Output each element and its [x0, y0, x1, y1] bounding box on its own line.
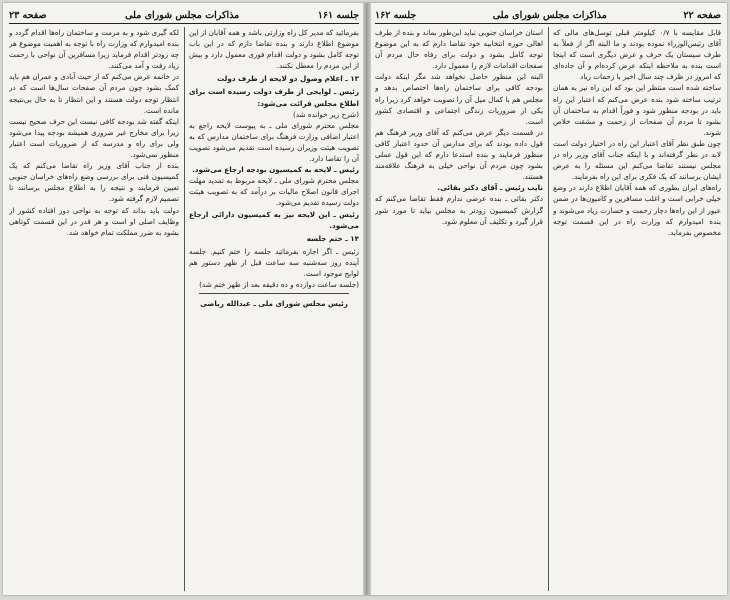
paragraph: (شرح زیر خوانده شد)	[292, 109, 359, 119]
right-page	[369, 3, 727, 595]
left-page-columns	[9, 27, 359, 591]
signature-line: رئیس مجلس شورای ملی ـ عبدالله ریاضی	[200, 299, 348, 309]
publication-title: مذاکرات مجلس شورای ملی	[125, 9, 240, 21]
right-page-columns	[375, 27, 721, 591]
speaker-line: رئیس ـ لوایحی از طرف دولت رسیده است برای اطلاع مجلس قرائت می‌شود:	[189, 87, 359, 108]
publication-title: مذاکرات مجلس شورای ملی	[492, 9, 607, 21]
section-heading: ۱۴ ـ ختم جلسه	[306, 233, 359, 243]
paragraph: لکه گیری شود و به مرمت و ساختمان راه‌ها اقدام گردد و بنده امیدوارم که وزارت راه با توجه به اهمیت موضوع هر چه زودتر اقدام فرماید زیرا مسافرین آن نواحی با زحمت زیاد رفت و آمد می‌کنند.	[9, 28, 179, 71]
paragraph: مجلس محترم شورای ملی ـ لایحه مربوط به تمدید مهلت اجرای قانون اصلاح مالیات بر درآمد که به تصویب هیئت دولت رسیده تقدیم می‌شود.	[189, 176, 359, 208]
paragraph: اینکه گفته شد بودجه کافی نیست این حرف صحیح نیست زیرا برای مخارج غیر ضروری همیشه بودجه پیدا می‌شود ولی برای راه و مدرسه که از ضروریات است اعتبار منظور نمی‌شود.	[9, 116, 179, 160]
page-number: صفحه ۲۳	[9, 9, 47, 21]
left-page-column-2	[9, 27, 179, 591]
left-page	[3, 3, 365, 595]
left-page-header	[9, 7, 359, 24]
paragraph: دکتر بقائی ـ بنده عرضی ندارم فقط تقاضا می‌کنم که گزارش کمیسیون زودتر به مجلس بیاید تا مورد شور قرار گیرد و تکلیف آن معلوم شود.	[375, 194, 543, 226]
paragraph: البته این منظور حاصل نخواهد شد مگر اینکه دولت بودجه کافی برای ساختمان راه‌ها اختصاص بدهد و مجلس هم با کمال میل آن را تصویب خواهد کرد زیرا راه یکی از ضروریات زندگی اجتماعی و اقتصادی کشور است.	[375, 72, 543, 126]
right-page-column-2	[375, 27, 543, 591]
speaker-line: نایب رئیس ـ آقای دکتر بقائی.	[437, 183, 543, 193]
paragraph: دولت باید بداند که توجه به نواحی دور افتاده کشور از وظایف اصلی او است و هر قدر در این قسمت کوتاهی بشود به ضرر مملکت تمام خواهد شد.	[9, 205, 179, 237]
paragraph: مجلس محترم شورای ملی ـ به پیوست لایحه راجع به اعتبار اضافی وزارت فرهنگ برای ساختمان مدارس که به تصویب هیئت وزیران رسیده است تقدیم می‌شود تصویب آن را تقاضا دارد.	[189, 120, 359, 164]
paragraph: (جلسه ساعت دوازده و ده دقیقه بعد از ظهر ختم شد)	[199, 280, 359, 290]
paragraph: ساخته شده است منتظر این بود که این راه نیز به همان ترتیب ساخته شود بنده عرض می‌کنم که اعتبار این راه باید در بودجه منظور شود و فوراً اقدام به ساختمان آن بشود تا مردم آن صفحات از زحمت و مشقت خلاص شوند.	[553, 83, 721, 137]
paragraph: راه‌های ایران بطوری که همه آقایان اطلاع دارند در وضع خیلی خرابی است و اغلب مسافرین و کامیون‌ها در ضمن عبور از این راه‌ها دچار زحمت و خسارت زیاد می‌شوند و بنده امیدوارم که وزارت راه در این قسمت توجه مخصوص بفرماید.	[553, 183, 721, 237]
right-page-column-1	[553, 27, 721, 591]
column-divider	[548, 27, 549, 591]
signature-separator	[199, 293, 349, 294]
paragraph: رئیس ـ اگر اجازه بفرمائید جلسه را ختم کنیم. جلسه آینده روز سه‌شنبه سه ساعت قبل از ظهر دستور هم لوایح موجود است.	[189, 246, 359, 278]
newspaper-spread	[3, 3, 727, 595]
column-divider	[184, 27, 185, 591]
paragraph: در خاتمه عرض می‌کنم که از حیث آبادی و عمران هم باید کمک بشود چون مردم آن صفحات سال‌ها است که در انتظار توجه دولت هستند و این انتظار تا به حال بی‌نتیجه مانده است.	[9, 72, 179, 115]
session-number: جلسه ۱۶۱	[317, 9, 359, 21]
page-number: صفحه ۲۲	[683, 9, 721, 21]
paragraph: بفرمائید که مدیر کل راه وزارتی باشد و همه آقایان از این موضوع اطلاع دارند و بنده تقاضا دارم که در این باب توجه کامل بشود و دولت اقدام فوری معمول دارد و بیش از این مردم را معطل نکنند.	[189, 28, 359, 71]
session-number: جلسه ۱۶۲	[375, 9, 417, 21]
paragraph: بنده از جناب آقای وزیر راه تقاضا می‌کنم که یک کمیسیون فنی برای بررسی وضع راه‌های خراسان جنوبی تعیین فرمایند و نتیجه را به اطلاع مجلس برسانند تا تصمیم لازم گرفته شود.	[9, 161, 179, 204]
paragraph: استان خراسان جنوبی نباید این‌طور بماند و بنده از طرف اهالی حوزه انتخابیه خود تقاضا دارم که به این موضوع توجه کامل بشود و دولت برای رفاه حال مردم آن صفحات اقدامات لازم را معمول دارد.	[375, 28, 543, 71]
left-page-column-1	[189, 27, 359, 591]
paragraph: چون طبق نظر آقای اعتبار این راه در اختیار دولت است لابد در نظر گرفته‌اند و با اینکه جناب آقای وزیر راه در مجلس نیستند تقاضا می‌کنم این مسئله را به عرض ایشان برسانند که یک فکری برای این راه بفرمایند.	[553, 138, 721, 182]
speaker-line: رئیس ـ لایحه به کمیسیون بودجه ارجاع می‌شود.	[192, 165, 359, 175]
right-page-header	[375, 7, 721, 24]
speaker-line: رئیس ـ این لایحه نیز به کمیسیون دارائی ارجاع می‌شود.	[189, 209, 359, 230]
paragraph: قابل مقایسه با ۰/۷ کیلومتر قبلی توسل‌های مالی که آقای رئیس‌الوزراء نموده بودند و ما البته اگر از فعلاً به طرف سیستان یک حرف و عرض دیگری است که اینجا است بنده به ملاحظه اینکه عرض کرده‌ام و آن جاده‌ای که امروز در ظرف چند سال اخیر با زحمات زیاد	[553, 28, 721, 82]
section-heading: ۱۳ ـ اعلام وصول دو لایحه از طرف دولت	[217, 74, 359, 84]
paragraph: در قسمت دیگر عرض می‌کنم که آقای وزیر فرهنگ هم قول داده بودند که برای مدارس آن حدود اعتبار کافی منظور فرمایند و بنده استدعا دارم که این قول عملی بشود چون مردم آن نواحی خیلی به فرهنگ علاقه‌مند هستند.	[375, 127, 543, 182]
